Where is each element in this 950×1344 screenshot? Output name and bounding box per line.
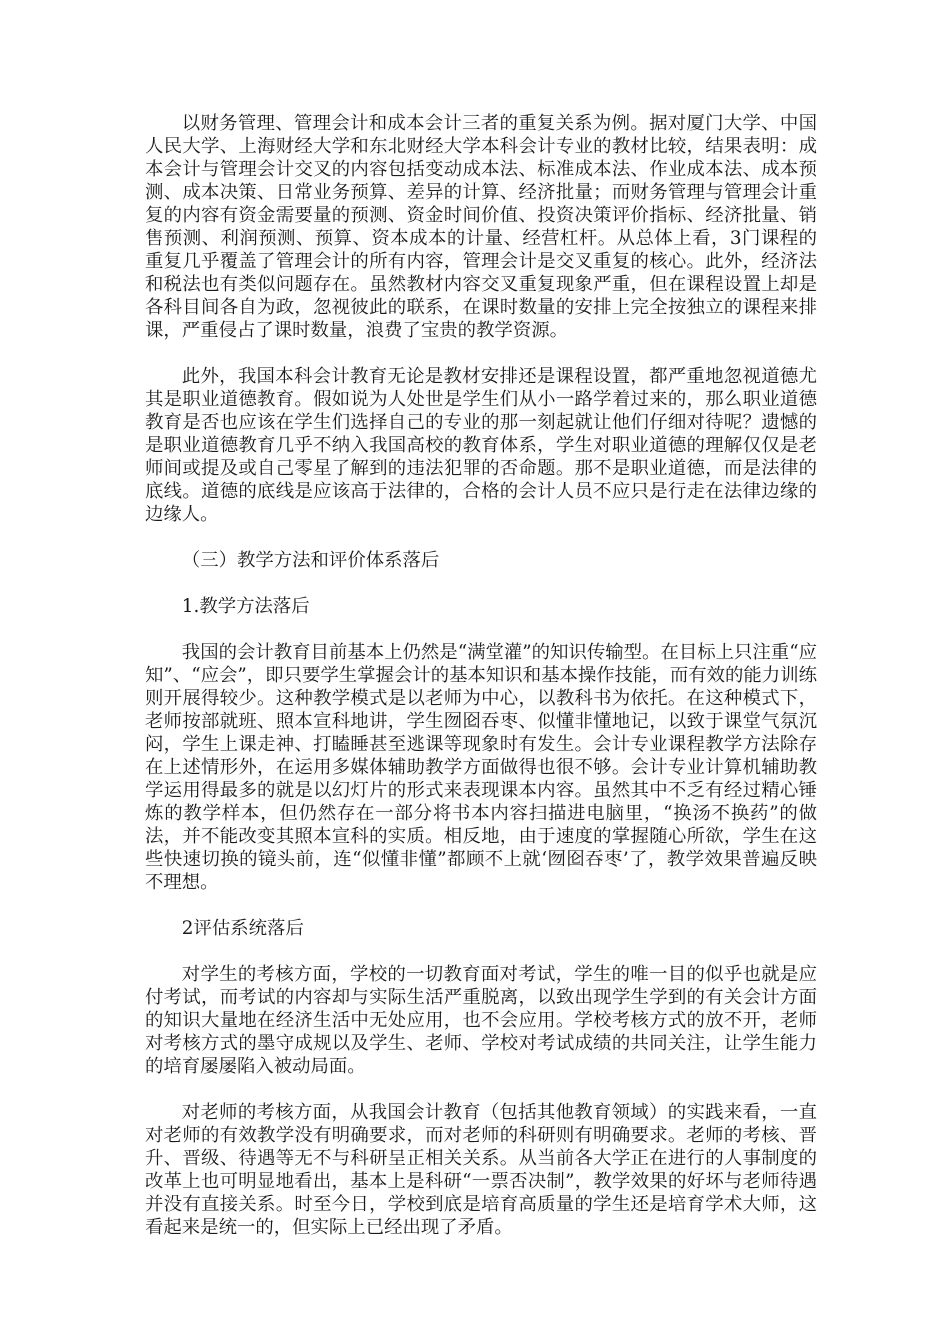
paragraph-gap: [145, 618, 817, 641]
subheading-evaluation-system: 2评估系统落后: [181, 918, 304, 939]
subheading-teaching-methods: 1.教学方法落后: [181, 596, 310, 617]
paragraph-teacher-assessment: 对老师的考核方面，从我国会计教育（包括其他教育领域）的实践来看，一直对老师的有效教学没有明确要求，而对老师的科研则有明确要求。老师的考核、晋升、晋级、待遇等无不与科研呈正相关关系。从当前各大学正在进行的人事制度的改革上也可明显地看出，基本上是科研“一票否决制”，教学效果的好坏与老师待遇并没有直接关系。时至今日，学校到底是培育高质量的学生还是培育学术大师，这看起来是统一的，但实际上已经出现了矛盾。: [145, 1102, 817, 1238]
paragraph-course-overlap: 以财务管理、管理会计和成本会计三者的重复关系为例。据对厦门大学、中国人民大学、上海财经大学和东北财经大学本科会计专业的教材比较，结果表明：成本会计与管理会计交叉的内容包括变动成本法、标准成本法、作业成本法、成本预测、成本决策、日常业务预算、差异的计算、经济批量；而财务管理与管理会计重复的内容有资金需要量的预测、资金时间价值、投资决策评价指标、经济批量、销售预测、利润预测、预算、资本成本的计量、经营杠杆。从总体上看，3门课程的重复几乎覆盖了管理会计的所有内容，管理会计是交叉重复的核心。此外，经济法和税法也有类似问题存在。虽然教材内容交叉重复现象严重，但在课程设置上却是各科目间各自为政，忽视彼此的联系，在课时数量的安排上完全按独立的课程来排课，严重侵占了课时数量，浪费了宝贵的教学资源。: [145, 113, 817, 341]
paragraph-gap: [145, 1078, 817, 1101]
paragraph-student-assessment: 对学生的考核方面，学校的一切教育面对考试，学生的唯一目的似乎也就是应付考试，而考试的内容却与实际生活严重脱离，以致出现学生学到的有关会计方面的知识大量地在经济生活中无处应用，也不会应用。学校考核方式的放不开，老师对考核方式的墨守成规以及学生、老师、学校对考试成绩的共同关注，让学生能力的培育屡屡陷入被动局面。: [145, 964, 817, 1077]
paragraph-ethics-education: 此外，我国本科会计教育无论是教材安排还是课程设置，都严重地忽视道德尤其是职业道德教育。假如说为人处世是学生们从小一路学着过来的，那么职业道德教育是否也应该在学生们选择自己的专业的那一刻起就让他们仔细对待呢？遗憾的是职业道德教育几乎不纳入我国高校的教育体系，学生对职业道德的理解仅仅是老师间或提及或自己零星了解到的违法犯罪的否命题。那不是职业道德，而是法律的底线。道德的底线是应该高于法律的，合格的会计人员不应只是行走在法律边缘的边缘人。: [145, 366, 817, 525]
section-heading-teaching-methods-evaluation: （三）教学方法和评价体系落后: [181, 550, 440, 571]
document-body: [145, 112, 817, 1239]
paragraph-gap: [145, 526, 817, 549]
paragraph-gap: [145, 940, 817, 963]
paragraph-gap: [145, 572, 817, 595]
paragraph-gap: [145, 342, 817, 365]
paragraph-teaching-methods: 我国的会计教育目前基本上仍然是“满堂灌”的知识传输型。在目标上只注重“应知”、“应会”，即只要学生掌握会计的基本知识和基本操作技能，而有效的能力训练则开展得较少。这种教学模式是以老师为中心，以教科书为依托。在这种模式下，老师按部就班、照本宣科地讲，学生囫囵吞枣、似懂非懂地记，以致于课堂气氛沉闷，学生上课走神、打瞌睡甚至逃课等现象时有发生。会计专业课程教学方法除存在上述情形外，在运用多媒体辅助教学方面做得也很不够。会计专业计算机辅助教学运用得最多的就是以幻灯片的形式来表现课本内容。虽然其中不乏有经过精心锤炼的教学样本，但仍然存在一部分将书本内容扫描进电脑里，“换汤不换药”的做法，并不能改变其照本宣科的实质。相反地，由于速度的掌握随心所欲，学生在这些快速切换的镜头前，连“似懂非懂”都顾不上就‘囫囵吞枣’了，教学效果普遍反映不理想。: [145, 642, 817, 893]
paragraph-gap: [145, 894, 817, 917]
